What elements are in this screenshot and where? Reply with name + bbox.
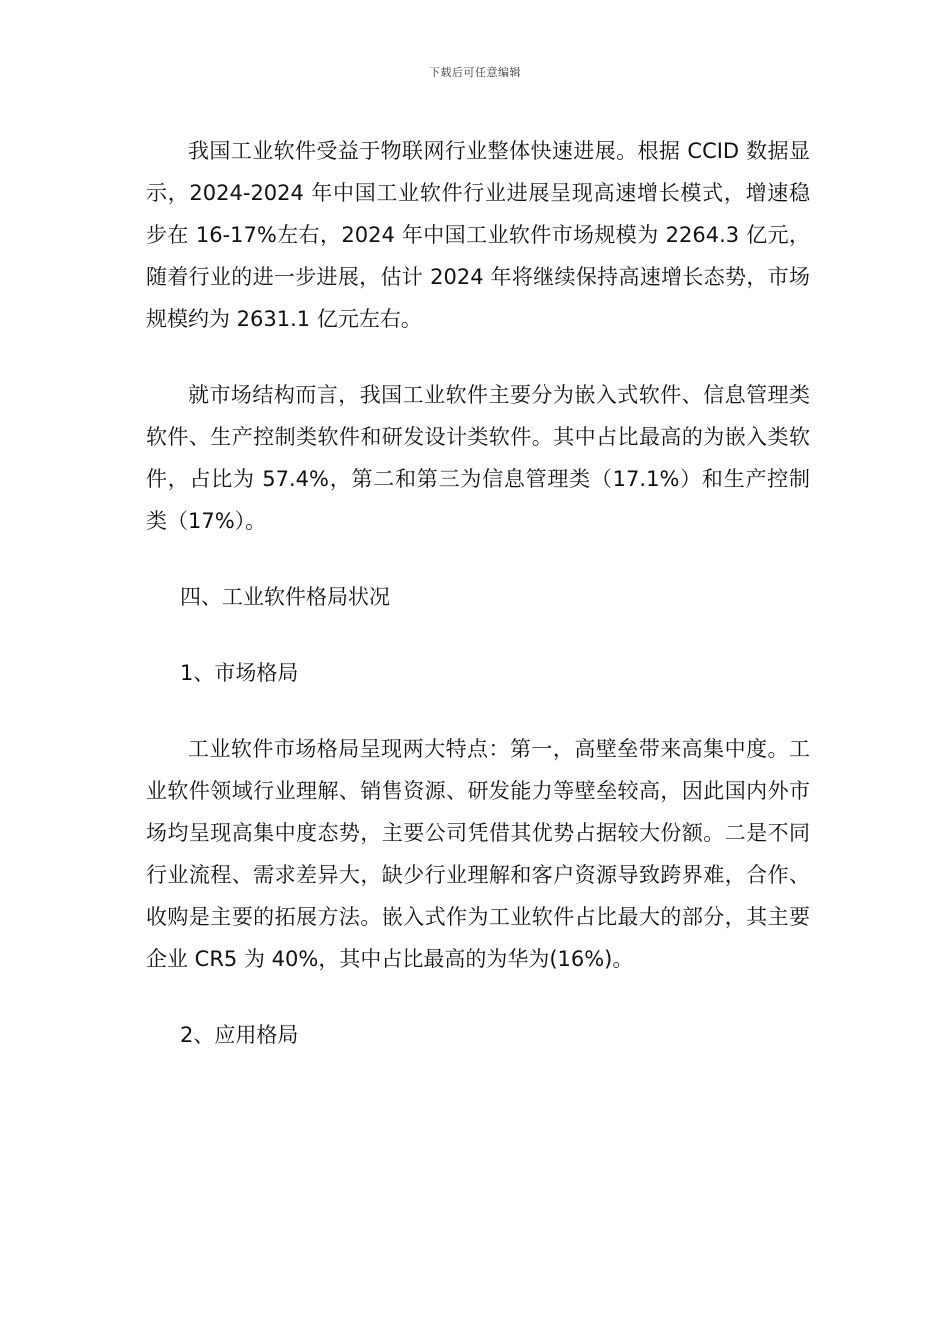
paragraph-market-structure: 就市场结构而言，我国工业软件主要分为嵌入式软件、信息管理类软件、生产控制类软件和研发设计类软件。其中占比最高的为嵌入类软件，占比为 57.4%，第二和第三为信息管理类（17.1%）和生产控制类（17%）。	[146, 383, 810, 533]
header-note: 下载后可任意编辑	[429, 66, 521, 79]
paragraph-market-pattern: 工业软件市场格局呈现两大特点：第一，高壁垒带来高集中度。工业软件领域行业理解、销售资源、研发能力等壁垒较高，因此国内外市场均呈现高集中度态势，主要公司凭借其优势占据较大份额。二是不同行业流程、需求差异大，缺少行业理解和客户资源导致跨界难，合作、收购是主要的拓展方法。嵌入式作为工业软件占比最大的部分，其主要企业 CR5 为 40%，其中占比最高的为华为(16%)。	[146, 737, 810, 971]
subheading-application-pattern: 2、应用格局	[180, 1023, 299, 1047]
subheading-market-pattern: 1、市场格局	[180, 661, 299, 685]
document-body	[146, 130, 810, 1090]
section-heading: 四、工业软件格局状况	[180, 585, 390, 609]
paragraph-market-growth: 我国工业软件受益于物联网行业整体快速进展。根据 CCID 数据显示，2024-2024 年中国工业软件行业进展呈现高速增长模式，增速稳步在 16-17%左右，2024 年中国工业软件市场规模为 2264.3 亿元，随着行业的进一步进展，估计 2024 年将继续保持高速增长态势，市场规模约为 2631.1 亿元左右。	[146, 139, 810, 331]
